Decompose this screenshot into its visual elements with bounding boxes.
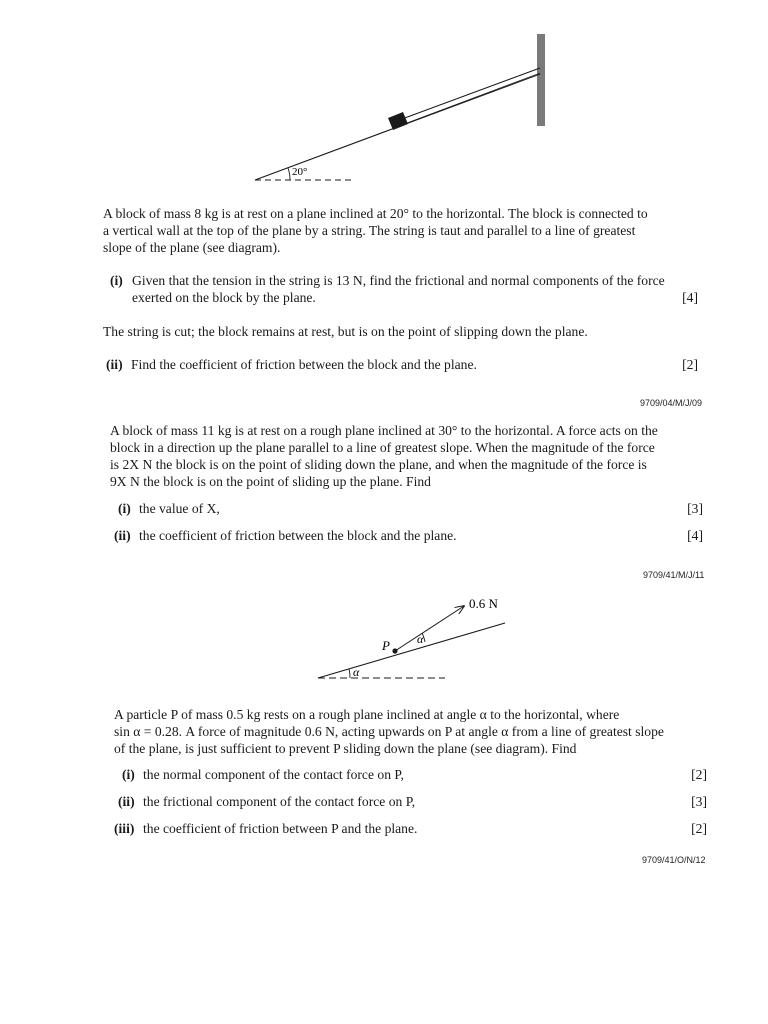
q3-part-iii [114, 820, 707, 837]
q1-part-i-line-2: exerted on the block by the plane. [132, 290, 316, 305]
q1-middle-text: The string is cut; the block remains at rest, but is on the point of slipping down the plane. [103, 324, 588, 339]
q2-part-i [118, 500, 703, 517]
q3-inclined-plane [318, 623, 505, 678]
q3-part-ii-text: the frictional component of the contact force on P, [143, 794, 416, 809]
q3-part-i-label: (i) [122, 767, 135, 782]
q2-part-ii-text: the coefficient of friction between the block and the plane. [139, 528, 457, 543]
q1-stem-line-3: slope of the plane (see diagram). [103, 240, 281, 255]
q3-stem-line-2: sin α = 0.28. A force of magnitude 0.6 N, acting upwards on P at angle α from a line of greatest slope [114, 724, 664, 739]
q3-base-angle-arc [349, 669, 350, 678]
string [402, 68, 540, 119]
q1-part-i [110, 272, 698, 306]
q2-stem-line-1: A block of mass 11 kg is at rest on a rough plane inclined at 30° to the horizontal. A force acts on the [110, 423, 658, 438]
q1-stem-line-1: A block of mass 8 kg is at rest on a plane inclined at 20° to the horizontal. The block is connected to [103, 206, 648, 221]
q3-diagram [0, 585, 768, 695]
q2-stem-line-4: 9X N the block is on the point of sliding up the plane. Find [110, 474, 431, 489]
q2-stem-line-2: block in a direction up the plane parallel to a line of greatest slope. When the magnitude of the force [110, 440, 655, 455]
q3-force-angle-label: α [417, 632, 424, 646]
q1-part-ii-label: (ii) [106, 357, 123, 372]
q3-reference: 9709/41/O/N/12 [642, 855, 706, 865]
q2-reference: 9709/41/M/J/11 [643, 570, 705, 580]
q3-part-iii-marks: [2] [691, 821, 707, 836]
angle-label-20: 20° [292, 166, 308, 178]
q3-part-ii-marks: [3] [691, 794, 707, 809]
q2-stem-line-3: is 2X N the block is on the point of sliding down the plane, and when the magnitude of the force is [110, 457, 647, 472]
block [388, 112, 408, 130]
q3-stem-line-3: of the plane, is just sufficient to prevent P sliding down the plane (see diagram). Find [114, 741, 577, 756]
q1-diagram [0, 0, 768, 200]
q3-stem-line-1: A particle P of mass 0.5 kg rests on a rough plane inclined at angle α to the horizontal, where [114, 707, 620, 722]
q3-force-label: 0.6 N [469, 596, 498, 611]
q3-particle [392, 648, 397, 653]
q2-part-i-text: the value of X, [139, 501, 220, 516]
q1-reference: 9709/04/M/J/09 [640, 398, 703, 408]
q3-base-angle-label: α [353, 665, 360, 679]
q3-part-ii [118, 793, 707, 810]
q3-force-arrow [395, 606, 464, 651]
angle-arc [288, 168, 290, 180]
q2-part-i-marks: [3] [687, 501, 703, 516]
q1-part-ii-text: Find the coefficient of friction between the block and the plane. [131, 357, 477, 372]
q3-part-ii-label: (ii) [118, 794, 135, 809]
q1-part-i-marks: [4] [682, 290, 698, 305]
q2-part-ii-marks: [4] [687, 528, 703, 543]
q3-part-iii-text: the coefficient of friction between P and the plane. [143, 821, 418, 836]
q3-particle-label: P [382, 638, 390, 653]
q1-stem-line-2: a vertical wall at the top of the plane by a string. The string is taut and parallel to a line of greatest [103, 223, 636, 238]
q3-part-iii-label: (iii) [114, 821, 135, 836]
wall [537, 34, 545, 126]
q2-part-i-label: (i) [118, 501, 131, 516]
q1-stem [103, 205, 697, 256]
q1-part-ii [106, 356, 698, 373]
q3-part-i-text: the normal component of the contact force on P, [143, 767, 404, 782]
q3-stem [114, 706, 707, 757]
q1-part-i-label: (i) [110, 273, 123, 288]
q2-stem [110, 422, 703, 490]
q1-part-ii-marks: [2] [682, 357, 698, 372]
q1-part-i-line-1: Given that the tension in the string is 13 N, find the frictional and normal components of the force [132, 273, 665, 288]
q2-part-ii [114, 527, 703, 544]
q3-part-i-marks: [2] [691, 767, 707, 782]
q2-part-ii-label: (ii) [114, 528, 131, 543]
q3-part-i [122, 766, 707, 783]
